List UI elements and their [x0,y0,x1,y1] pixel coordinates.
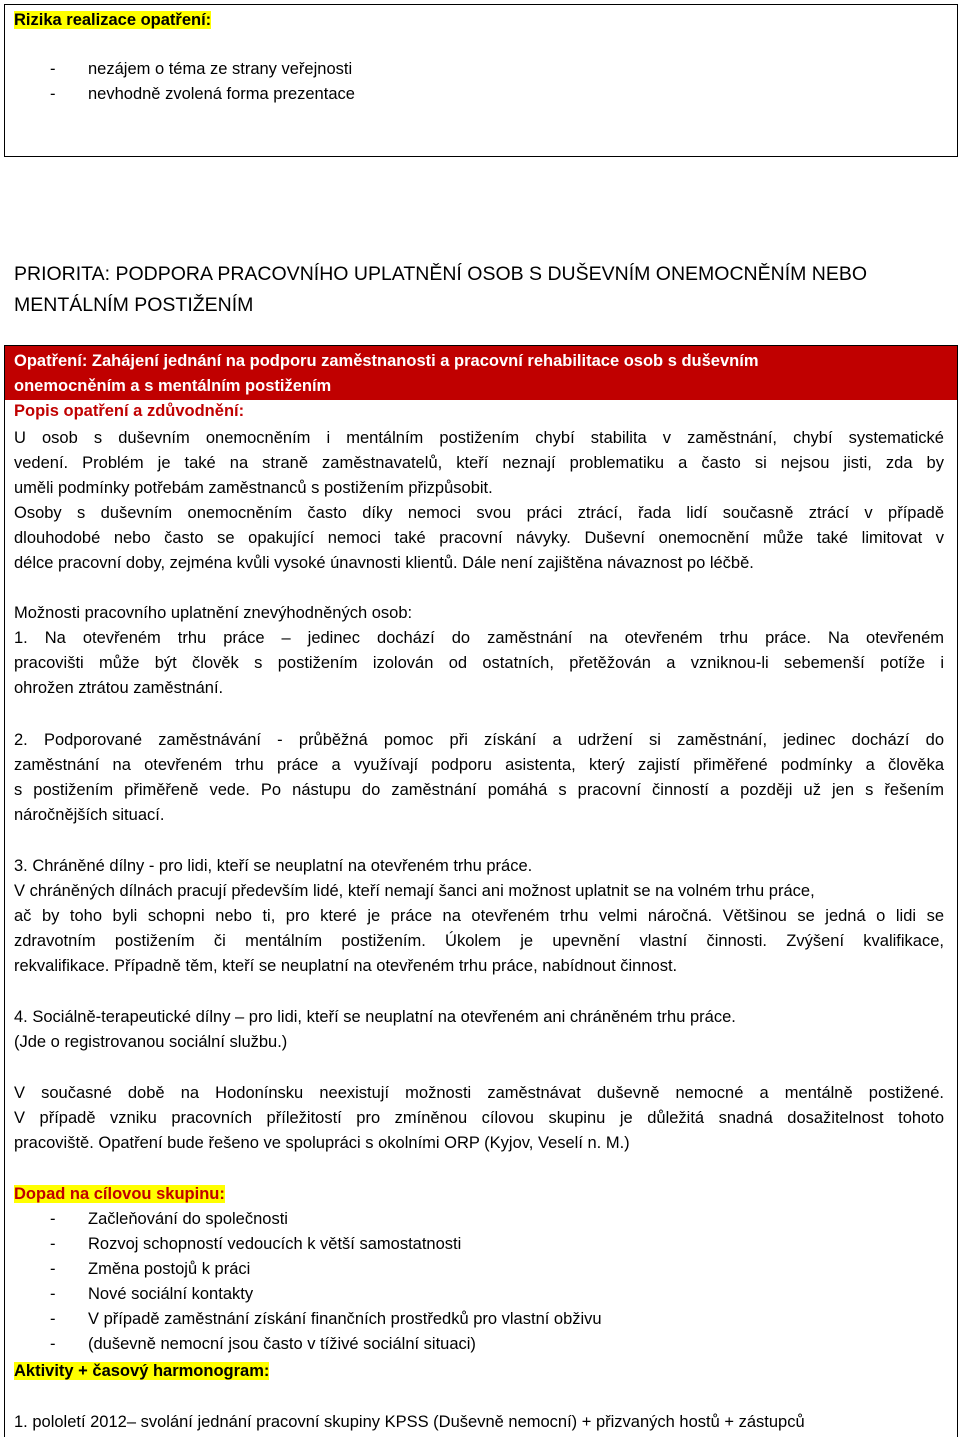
priority-heading-line1: PRIORITA: PODPORA PRACOVNÍHO UPLATNĚNÍ OSOB S DUŠEVNÍM ONEMOCNĚNÍM NEBO [14,263,868,285]
risks-item: - nezájem o téma ze strany veřejnosti [50,60,353,78]
paragraph-line: 1. Na otevřeném trhu práce – jedinec dochází do zaměstnání na otevřeném trhu práce. Na otevřeném [14,629,944,647]
measure-title-line1: Opatření: Zahájení jednání na podporu zaměstnanosti a pracovní rehabilitace osob s duševním [14,352,759,370]
paragraph-line: Osoby s duševním onemocněním často díky nemoci svou práci ztrácí, řada lidí současně ztrácí v případě [14,504,944,522]
paragraph-line: s postižením přiměřeně vede. Po nástupu do zaměstnání pomáhá s pracovní činností a později už jen s řešením [14,781,944,799]
options-title: Možnosti pracovního uplatnění znevýhodněných osob: [14,604,413,622]
paragraph-line: rekvalifikace. Případně těm, kteří se neuplatní na otevřeném trhu práce, nabídnout činnost. [14,957,678,975]
paragraph-line: pracovišti může být člověk s postižením izolován od ostatních, přetěžován a vzniknou-li sebemenší potíže i [14,654,944,672]
paragraph-line: zdravotním postižením či mentálním postižením. Úkolem je upevnění vlastní činnosti. Zvýšení kvalifikace, [14,932,944,950]
paragraph-line: 4. Sociálně-terapeutické dílny – pro lidi, kteří se neuplatní na otevřeném ani chráněném trhu práce. [14,1008,736,1026]
paragraph-line: 2. Podporované zaměstnávání - průběžná pomoc při získání a udržení si zaměstnání, jedinec dochází do [14,731,944,749]
paragraph-line: uměli podmínky potřebám zaměstnanců s postižením přizpůsobit. [14,479,493,497]
paragraph-line: V chráněných dílnách pracují především lidé, kteří nemají šanci ani možnost uplatnit se na volném trhu práce, [14,882,815,900]
paragraph-line: ač by toho byli schopni nebo ti, pro které je práce na otevřeném trhu velmi náročná. Většinou se jedná o lidi se [14,907,944,925]
paragraph-line: U osob s duševním onemocněním i mentálním postižením chybí stabilita v zaměstnání, chybí systematické [14,429,944,447]
activities-line: 1. pololetí 2012– svolání jednání pracovní skupiny KPSS (Duševně nemocní) + přizvaných hostů + zástupců [14,1413,805,1431]
paragraph-line: délce pracovní doby, zejména kvůli vysoké únavnosti klientů. Dále není zajištěna návaznost po léčbě. [14,554,754,572]
risks-item: - nevhodně zvolená forma prezentace [50,85,355,103]
risks-title: Rizika realizace opatření: [14,11,212,29]
priority-heading-line2: MENTÁLNÍM POSTIŽENÍM [14,294,254,316]
paragraph-line: 3. Chráněné dílny - pro lidi, kteří se neuplatní na otevřeném trhu práce. [14,857,533,875]
paragraph-line: V případě vzniku pracovních příležitostí pro zmíněnou cílovou skupinu je důležitá snadná dosažitelnost tohoto [14,1109,944,1127]
paragraph-line: V současné době na Hodonínsku neexistují možnosti zaměstnávat duševně nemocné a mentálně postižené. [14,1084,944,1102]
impact-item: - Rozvoj schopností vedoucích k větší samostatnosti [50,1235,462,1253]
paragraph-line: vedení. Problém je také na straně zaměstnavatelů, kteří neznají problematiku a často si nejsou jisti, zda by [14,454,944,472]
description-title: Popis opatření a zdůvodnění: [14,402,245,420]
paragraph-line: dlouhodobé nebo často se opakující nemoci také pracovní návyky. Duševní onemocnění může také limitovat v [14,529,944,547]
paragraph-line: ohrožen ztrátou zaměstnání. [14,679,224,697]
impact-title: Dopad na cílovou skupinu: [14,1185,225,1203]
paragraph-line: (Jde o registrovanou sociální službu.) [14,1033,288,1051]
impact-item: - Nové sociální kontakty [50,1285,254,1303]
impact-item: - V případě zaměstnání získání finančních prostředků pro vlastní obživu [50,1310,602,1328]
impact-item: - Změna postojů k práci [50,1260,251,1278]
paragraph-line: zaměstnání na otevřeném trhu práce a využívají podporu asistenta, který zajistí přiměřené podmínky a člověka [14,756,944,774]
impact-item: - Začleňování do společnosti [50,1210,288,1228]
paragraph-line: pracoviště. Opatření bude řešeno ve spolupráci s okolními ORP (Kyjov, Veselí n. M.) [14,1134,630,1152]
measure-title-line2: onemocněním a s mentálním postižením [14,377,332,395]
impact-item: - (duševně nemocní jsou často v tíživé sociální situaci) [50,1335,476,1353]
activities-title: Aktivity + časový harmonogram: [14,1362,270,1380]
paragraph-line: náročnějších situací. [14,806,165,824]
